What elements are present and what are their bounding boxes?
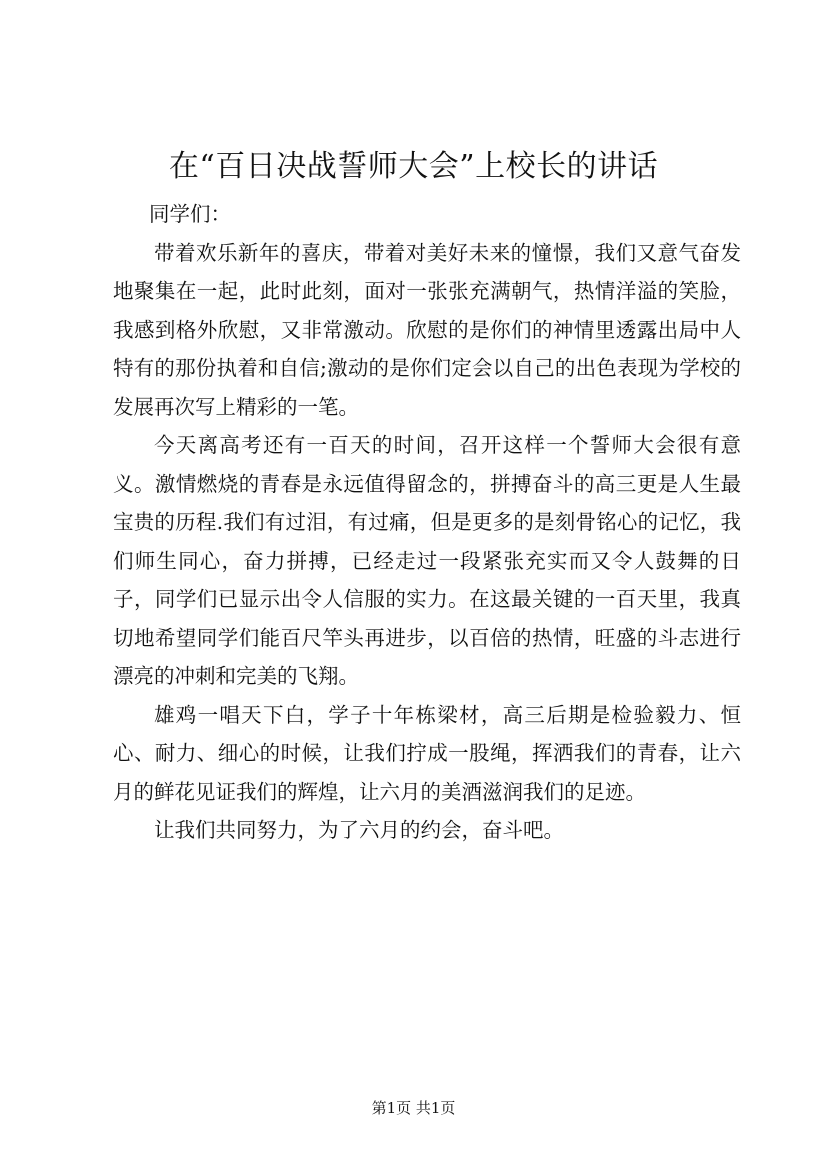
page-footer bbox=[0, 1098, 827, 1118]
paragraph-1: 带着欢乐新年的喜庆，带着对美好未来的憧憬，我们又意气奋发地聚集在一起，此时此刻，面对一张张充满朝气，热情洋溢的笑脸，我感到格外欣慰，又非常激动。欣慰的是你们的神情里透露出局中人特有的那份执着和自信;激动的是你们定会以自己的出色表现为学校的发展再次写上精彩的一笔。 bbox=[113, 240, 741, 419]
paragraph-2: 今天离高考还有一百天的时间，召开这样一个誓师大会很有意义。激情燃烧的青春是永远值得留念的，拼搏奋斗的高三更是人生最宝贵的历程.我们有过泪，有过痛，但是更多的是刻骨铭心的记忆，我们师生同心，奋力拼搏，已经走过一段紧张充实而又令人鼓舞的日子，同学们已显示出令人信服的实力。在这最关键的一百天里，我真切地希望同学们能百尺竿头再进步，以百倍的热情，旺盛的斗志进行漂亮的冲刺和完美的飞翔。 bbox=[113, 433, 741, 688]
greeting: 同学们： bbox=[149, 202, 231, 226]
paragraph-4: 让我们共同努力，为了六月的约会，奋斗吧。 bbox=[154, 818, 564, 842]
document-body bbox=[113, 195, 741, 850]
paragraph-3: 雄鸡一唱天下白，学子十年栋梁材，高三后期是检验毅力、恒心、耐力、细心的时候，让我们拧成一股绳，挥洒我们的青春，让六月的鲜花见证我们的辉煌，让六月的美酒滋润我们的足迹。 bbox=[113, 702, 741, 804]
page-number: 第1页 共1页 bbox=[371, 1099, 456, 1117]
page-title: 在“百日决战誓师大会”上校长的讲话 bbox=[168, 149, 659, 184]
